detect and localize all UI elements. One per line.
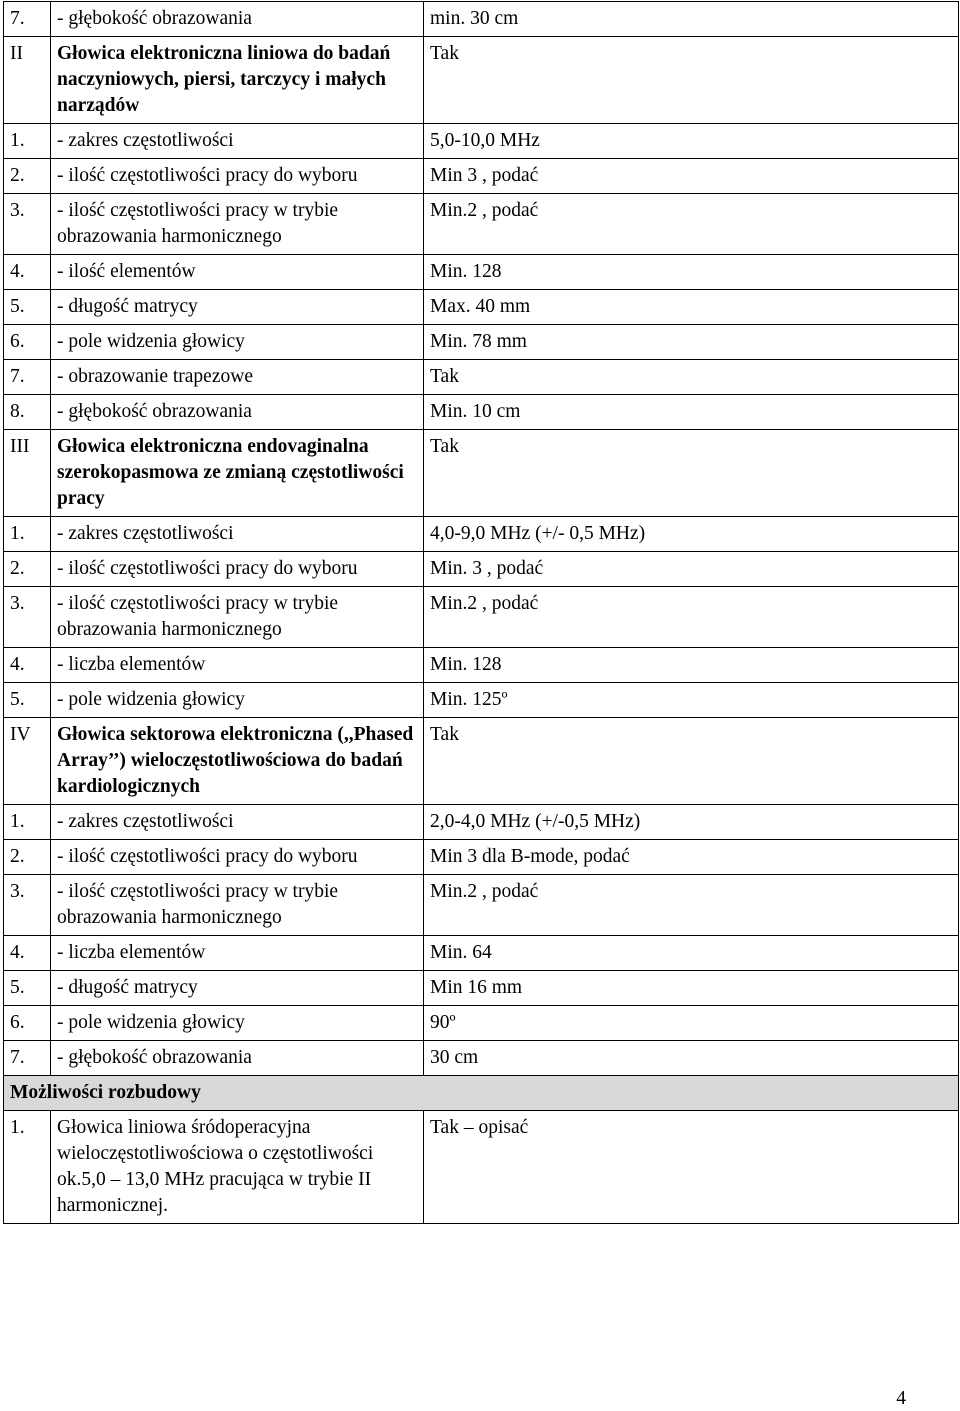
row-value: Tak — [424, 360, 959, 395]
row-number: 7. — [4, 2, 51, 37]
row-value: 30 cm — [424, 1041, 959, 1076]
table-row — [4, 683, 959, 718]
row-description: - pole widzenia głowicy — [51, 683, 424, 718]
row-number: 1. — [4, 1111, 51, 1224]
row-value: Min. 128 — [424, 255, 959, 290]
table-row — [4, 430, 959, 517]
row-number: 1. — [4, 517, 51, 552]
table-row — [4, 648, 959, 683]
row-number: 3. — [4, 194, 51, 255]
row-value: Tak — [424, 430, 959, 517]
row-description: - ilość częstotliwości pracy do wyboru — [51, 552, 424, 587]
row-number: 3. — [4, 875, 51, 936]
table-row — [4, 360, 959, 395]
table-row — [4, 1041, 959, 1076]
row-description: - pole widzenia głowicy — [51, 325, 424, 360]
table-row — [4, 159, 959, 194]
row-number: 6. — [4, 1006, 51, 1041]
row-number: 3. — [4, 587, 51, 648]
row-value: Min. 3 , podać — [424, 552, 959, 587]
row-description: - głębokość obrazowania — [51, 395, 424, 430]
row-number: IV — [4, 718, 51, 805]
row-number: 4. — [4, 255, 51, 290]
table-row — [4, 1006, 959, 1041]
row-value: Max. 40 mm — [424, 290, 959, 325]
table-row — [4, 194, 959, 255]
row-description: - ilość częstotliwości pracy w trybie obrazowania harmonicznego — [51, 875, 424, 936]
row-description: Głowica sektorowa elektroniczna (,,Phased Array’’) wieloczęstotliwościowa do badań kardiologicznych — [51, 718, 424, 805]
row-value: Min. 128 — [424, 648, 959, 683]
table-row — [4, 2, 959, 37]
row-number: 4. — [4, 936, 51, 971]
row-value: Min 16 mm — [424, 971, 959, 1006]
section-header-row — [4, 1076, 959, 1111]
table-row — [4, 840, 959, 875]
row-description: - głębokość obrazowania — [51, 1041, 424, 1076]
row-value: Min.2 , podać — [424, 587, 959, 648]
row-value: Min 3 , podać — [424, 159, 959, 194]
row-description: Głowica liniowa śródoperacyjna wieloczęstotliwościowa o częstotliwości ok.5,0 – 13,0 MHz pracująca w trybie II harmonicznej. — [51, 1111, 424, 1224]
row-description: - ilość elementów — [51, 255, 424, 290]
table-row — [4, 805, 959, 840]
row-number: 2. — [4, 840, 51, 875]
row-value: Min. 10 cm — [424, 395, 959, 430]
table-row — [4, 124, 959, 159]
row-number: 2. — [4, 159, 51, 194]
row-value: 4,0-9,0 MHz (+/- 0,5 MHz) — [424, 517, 959, 552]
table-row — [4, 1111, 959, 1224]
page-number: 4 — [896, 1388, 906, 1409]
row-description: - ilość częstotliwości pracy w trybie obrazowania harmonicznego — [51, 587, 424, 648]
table-row — [4, 517, 959, 552]
table-row — [4, 325, 959, 360]
row-number: 8. — [4, 395, 51, 430]
row-number: 7. — [4, 1041, 51, 1076]
row-number: 5. — [4, 683, 51, 718]
row-value: 90º — [424, 1006, 959, 1041]
row-value: Min.2 , podać — [424, 875, 959, 936]
row-value: Tak — [424, 37, 959, 124]
spec-table-body — [4, 2, 959, 1224]
row-value: Tak — [424, 718, 959, 805]
row-description: - liczba elementów — [51, 648, 424, 683]
table-row — [4, 552, 959, 587]
row-description: - ilość częstotliwości pracy w trybie obrazowania harmonicznego — [51, 194, 424, 255]
row-description: Głowica elektroniczna endovaginalna szerokopasmowa ze zmianą częstotliwości pracy — [51, 430, 424, 517]
table-row — [4, 255, 959, 290]
row-number: II — [4, 37, 51, 124]
row-description: - pole widzenia głowicy — [51, 1006, 424, 1041]
row-description: - długość matrycy — [51, 971, 424, 1006]
row-number: 5. — [4, 971, 51, 1006]
row-value: 5,0-10,0 MHz — [424, 124, 959, 159]
table-row — [4, 290, 959, 325]
row-value: 2,0-4,0 MHz (+/-0,5 MHz) — [424, 805, 959, 840]
table-row — [4, 718, 959, 805]
row-value: Min. 78 mm — [424, 325, 959, 360]
row-number: 1. — [4, 124, 51, 159]
row-description: - ilość częstotliwości pracy do wyboru — [51, 840, 424, 875]
section-header: Możliwości rozbudowy — [4, 1076, 959, 1111]
row-number: 6. — [4, 325, 51, 360]
table-row — [4, 395, 959, 430]
row-description: - liczba elementów — [51, 936, 424, 971]
table-row — [4, 587, 959, 648]
row-number: 5. — [4, 290, 51, 325]
row-number: 2. — [4, 552, 51, 587]
row-description: - długość matrycy — [51, 290, 424, 325]
row-description: - głębokość obrazowania — [51, 2, 424, 37]
row-description: - zakres częstotliwości — [51, 124, 424, 159]
row-description: Głowica elektroniczna liniowa do badań naczyniowych, piersi, tarczycy i małych narządów — [51, 37, 424, 124]
table-row — [4, 37, 959, 124]
row-value: Min. 125º — [424, 683, 959, 718]
row-description: - ilość częstotliwości pracy do wyboru — [51, 159, 424, 194]
spec-table — [3, 1, 959, 1224]
row-value: min. 30 cm — [424, 2, 959, 37]
row-value: Tak – opisać — [424, 1111, 959, 1224]
table-row — [4, 971, 959, 1006]
row-number: 4. — [4, 648, 51, 683]
row-description: - zakres częstotliwości — [51, 517, 424, 552]
row-number: III — [4, 430, 51, 517]
row-value: Min 3 dla B-mode, podać — [424, 840, 959, 875]
table-row — [4, 875, 959, 936]
row-description: - obrazowanie trapezowe — [51, 360, 424, 395]
row-number: 7. — [4, 360, 51, 395]
row-value: Min.2 , podać — [424, 194, 959, 255]
row-description: - zakres częstotliwości — [51, 805, 424, 840]
table-row — [4, 936, 959, 971]
row-value: Min. 64 — [424, 936, 959, 971]
row-number: 1. — [4, 805, 51, 840]
